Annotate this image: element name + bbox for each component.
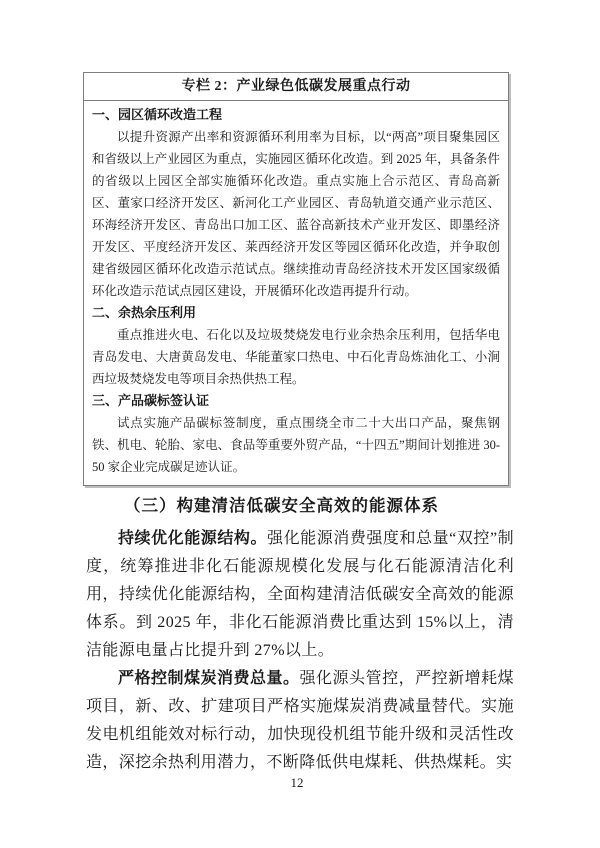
body-paragraph <box>86 665 514 777</box>
special-column-panel <box>83 72 509 486</box>
body-text <box>86 492 514 777</box>
paragraph-text: 强化能源消费强度和总量“双控”制度，统筹推进非化石能源规模化发展与化石能源清洁化利用，持续优化能源结构，全面构建清洁低碳安全高效的能源体系。到 2025 年，非化石能源消费比重达到 15%以上，清洁能源电量占比提升到 27%以上。 <box>86 530 514 659</box>
paragraph-text: 强化源头管控，严控新增耗煤项目，新、改、扩建项目严格实施煤炭消费减量替代。实施发电机组能效对标行动，加快现役机组节能升级和灵活性改造，深挖余热利用潜力，不断降低供电煤耗、供热煤耗。实 <box>86 670 514 771</box>
subsection-heading: （三）构建清洁低碳安全高效的能源体系 <box>123 496 439 515</box>
panel-section-3 <box>92 390 500 478</box>
panel-body <box>84 101 508 485</box>
section-paragraph: 试点实施产品碳标签制度，重点围绕全市二十大出口产品，聚焦钢铁、机电、轮胎、家电、食品等重要外贸产品，“十四五”期间计划推进 30-50 家企业完成碳足迹认证。 <box>92 416 500 474</box>
section-heading: 二、余热余压利用 <box>92 305 197 320</box>
body-paragraph <box>86 525 514 665</box>
paragraph-lead: 持续优化能源结构。 <box>118 530 268 547</box>
paragraph-lead: 严格控制煤炭消费总量。 <box>118 670 300 687</box>
section-paragraph: 以提升资源产出率和资源循环利用率为目标，以“两高”项目聚集园区和省级以上产业园区为重点，实施园区循环化改造。到 2025 年，具备条件的省级以上园区全部实施循环化改造。重点实施上合示范区、青岛高新区、董家口经济开发区、新河化工产业园区、青岛轨道交通产业示范区、环海经济开发区、青岛出口加工区、蓝谷高新技术产业开发区、即墨经济开发区、平度经济开发区、莱西经济开发区等园区循环化改造，并争取创建省级园区循环化改造示范试点。继续推动青岛经济技术开发区国家级循环化改造示范试点园区建设，开展循环化改造再提升行动。 <box>92 130 500 298</box>
panel-title: 专栏 2：产业绿色低碳发展重点行动 <box>84 73 508 101</box>
section-heading: 三、产品碳标签认证 <box>92 393 210 408</box>
section-paragraph: 重点推进火电、石化以及垃圾焚烧发电行业余热余压利用，包括华电青岛发电、大唐黄岛发电、华能董家口热电、中石化青岛炼油化工、小涧西垃圾焚烧发电等项目余热供热工程。 <box>92 328 500 386</box>
panel-section-1 <box>92 104 500 302</box>
page-number: 12 <box>290 775 304 790</box>
section-heading: 一、园区循环改造工程 <box>92 107 223 122</box>
panel-section-2 <box>92 302 500 390</box>
